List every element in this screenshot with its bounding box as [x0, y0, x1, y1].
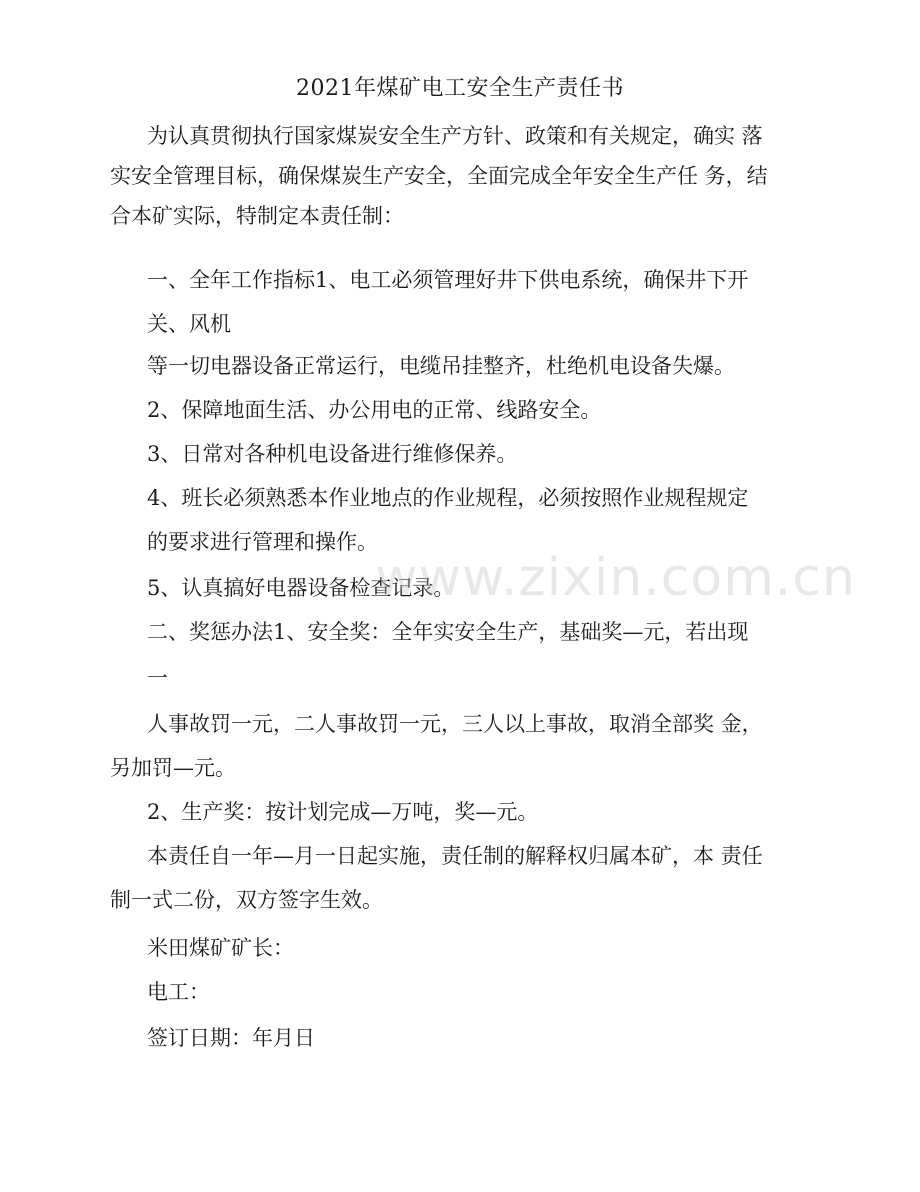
section1-line-1: 一、全年工作指标1、电工必须管理好井下供电系统，确保井下开	[147, 268, 749, 292]
item1-cont	[147, 346, 827, 386]
sign-date-text: 签订日期：年月日	[147, 1026, 315, 1050]
item5-text: 5、认真搞好电器设备检查记录。	[147, 576, 455, 600]
item3	[147, 434, 827, 474]
item2	[147, 390, 827, 430]
item4-line-1: 4、班长必须熟悉本作业地点的作业规程，必须按照作业规程规定	[147, 486, 749, 510]
item5	[147, 568, 827, 608]
item2-text: 2、保障地面生活、办公用电的正常、线路安全。	[147, 398, 602, 422]
effective-line-1: 本责任自一年—月一日起实施，责任制的解释权归属本矿，本 责任	[147, 844, 763, 868]
section2-line-2: 一	[147, 666, 168, 690]
item1-cont-text: 等一切电器设备正常运行，电缆吊挂整齐，杜绝机电设备失爆。	[147, 354, 735, 378]
penalty-line-1: 人事故罚一元，二人事故罚一元，三人以上事故，取消全部奖 金，	[147, 712, 763, 736]
penalty-line-2: 另加罚—元。	[110, 756, 236, 780]
effective-line-2: 制一式二份，双方签字生效。	[110, 888, 383, 912]
section1	[147, 260, 827, 344]
document-title: 2021年煤矿电工安全生产责任书	[296, 76, 624, 101]
section1-line-2: 关、风机	[147, 312, 231, 336]
production-award-text: 2、生产奖：按计划完成—万吨，奖—元。	[147, 800, 539, 824]
penalty-cont	[110, 748, 826, 788]
intro-line-2: 实安全管理目标，确保煤炭生产安全，全面完成全年安全生产任 务，结	[110, 164, 768, 188]
signature-electrician	[147, 972, 827, 1012]
watermark: www.zixin.com.cn	[375, 548, 856, 608]
intro-line-1: 为认真贯彻执行国家煤炭安全生产方针、政策和有关规定，确实 落	[147, 124, 763, 148]
sign-date	[147, 1018, 827, 1058]
effective-paragraph	[147, 836, 827, 876]
signature-mine	[147, 928, 827, 968]
item4	[147, 478, 827, 562]
item4-line-2: 的要求进行管理和操作。	[147, 530, 378, 554]
penalty-paragraph	[147, 704, 827, 744]
item3-text: 3、日常对各种机电设备进行维修保养。	[147, 442, 518, 466]
signature-mine-text: 米田煤矿矿长：	[147, 936, 294, 960]
intro-paragraph-cont	[110, 156, 826, 236]
section2	[147, 612, 827, 698]
production-award	[147, 792, 827, 832]
signature-electrician-text: 电工：	[147, 980, 210, 1004]
section2-line-1: 二、奖惩办法1、安全奖：全年实安全生产，基础奖—元，若出现	[147, 620, 749, 644]
intro-line-3: 合本矿实际，特制定本责任制：	[110, 204, 404, 228]
effective-cont	[110, 880, 826, 920]
